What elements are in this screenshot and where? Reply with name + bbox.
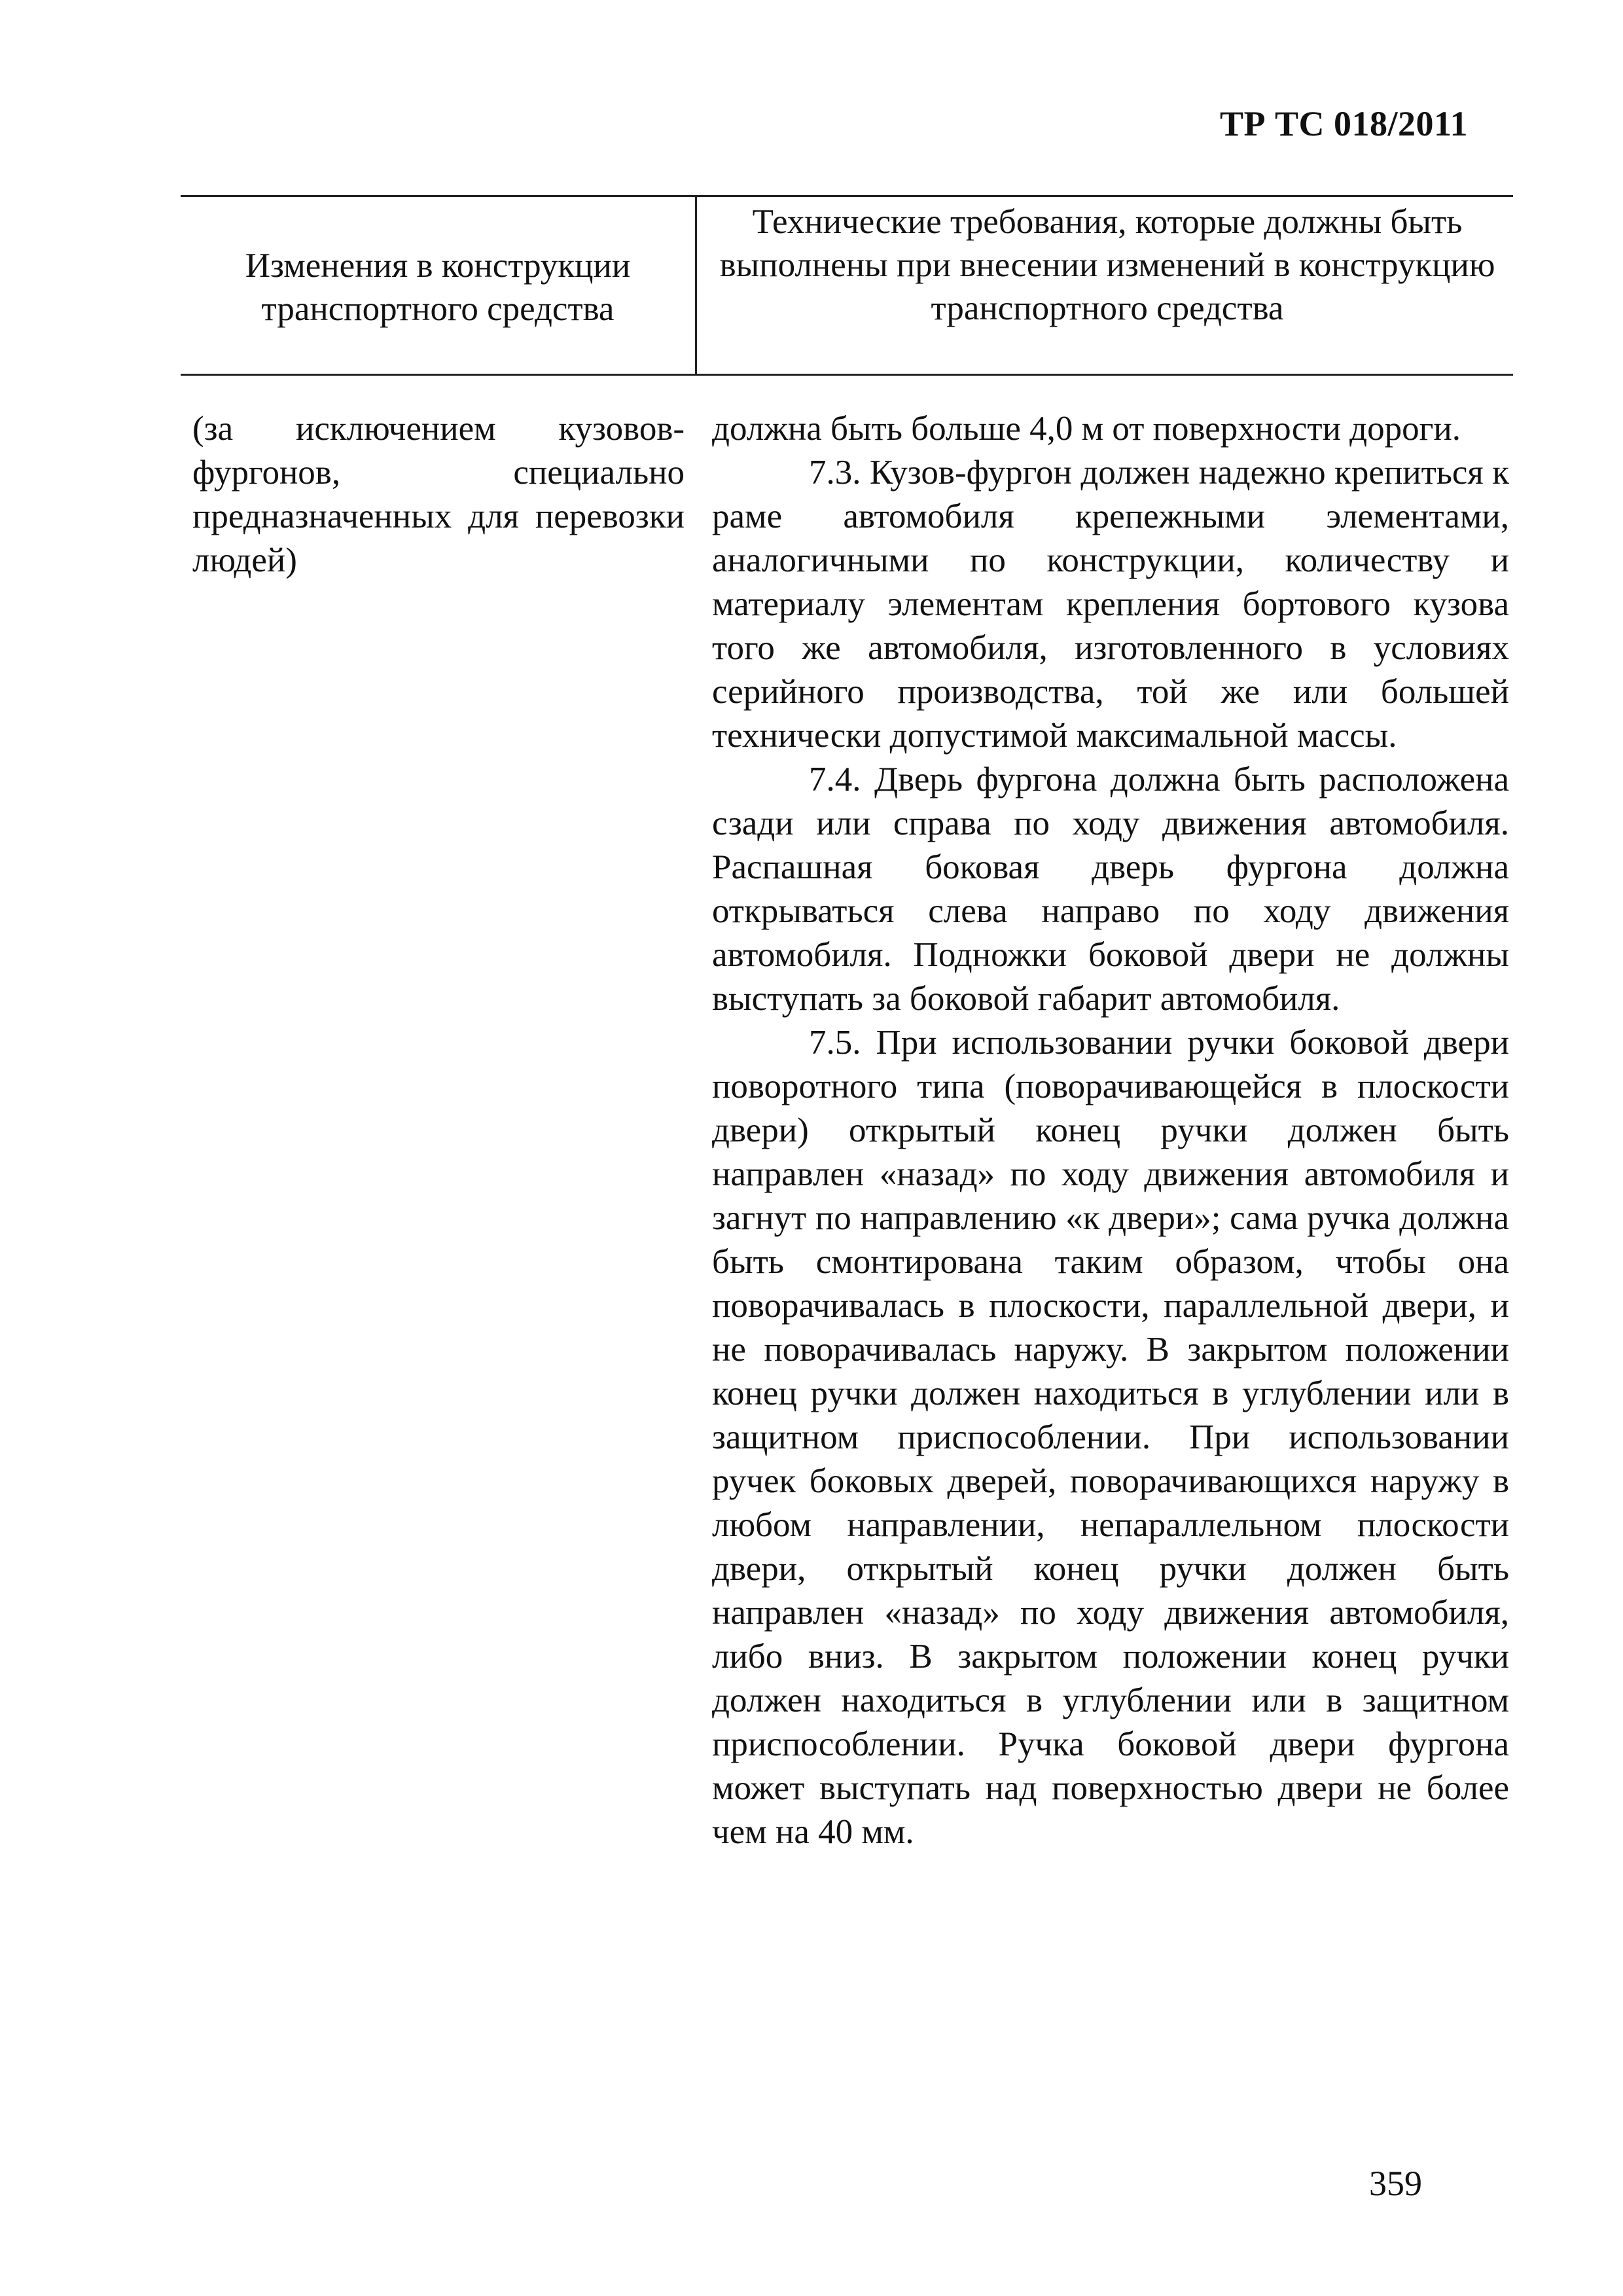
- document-code: ТР ТС 018/2011: [1219, 104, 1468, 143]
- header-column-divider: [695, 195, 697, 374]
- table-top-rule: [181, 195, 1513, 197]
- requirement-paragraph-continuation: должна быть больше 4,0 м от поверхности дороги.: [712, 410, 1461, 448]
- page-number: 359: [1369, 2164, 1422, 2203]
- column-header-requirements: Технические требования, которые должны быть выполнены при внесении изменений в конструкцию транспортного средства: [719, 203, 1495, 327]
- requirement-paragraph-7-5: 7.5. При использовании ручки боковой двери поворотного типа (поворачивающейся в плоскости двери) открытый конец ручки должен быть направлен «назад» по ходу движения автомобиля и загнут по направлению «к двери»; сама ручка должна быть смонтирована таким образом, чтобы она поворачивалась в плоскости, параллельной двери, и не поворачивалась наружу. В закрытом положении конец ручки должен находиться в углублении или в защитном приспособлении. При использовании ручек боковых дверей, поворачивающихся наружу в любом направлении, непараллельном плоскости двери, открытый конец ручки должен быть направлен «назад» по ходу движения автомобиля, либо вниз. В закрытом положении конец ручки должен находиться в углублении или в защитном приспособлении. Ручка боковой двери фургона может выступать над поверхностью двери не более чем на 40 мм.: [712, 1024, 1509, 1851]
- table-cell-requirements: [712, 407, 1509, 1854]
- requirement-paragraph-7-3: 7.3. Кузов-фургон должен надежно крепиться к раме автомобиля крепежными элементами, аналогичными по конструкции, количеству и материалу элементам крепления бортового кузова того же автомобиля, изготовленного в условиях серийного производства, той же или большей технически допустимой максимальной массы.: [712, 454, 1509, 755]
- column-header-changes: Изменения в конструкции транспортного средства: [245, 247, 631, 328]
- requirement-paragraph-7-4: 7.4. Дверь фургона должна быть расположена сзади или справа по ходу движения автомобиля. Распашная боковая дверь фургона должна открываться слева направо по ходу движения автомобиля. Подножки боковой двери не должны выступать за боковой габарит автомобиля.: [712, 761, 1509, 1018]
- table-cell-change-description: (за исключением кузовов-фургонов, специально предназначенных для перевозки людей): [192, 410, 685, 579]
- header-bottom-rule: [181, 374, 1513, 376]
